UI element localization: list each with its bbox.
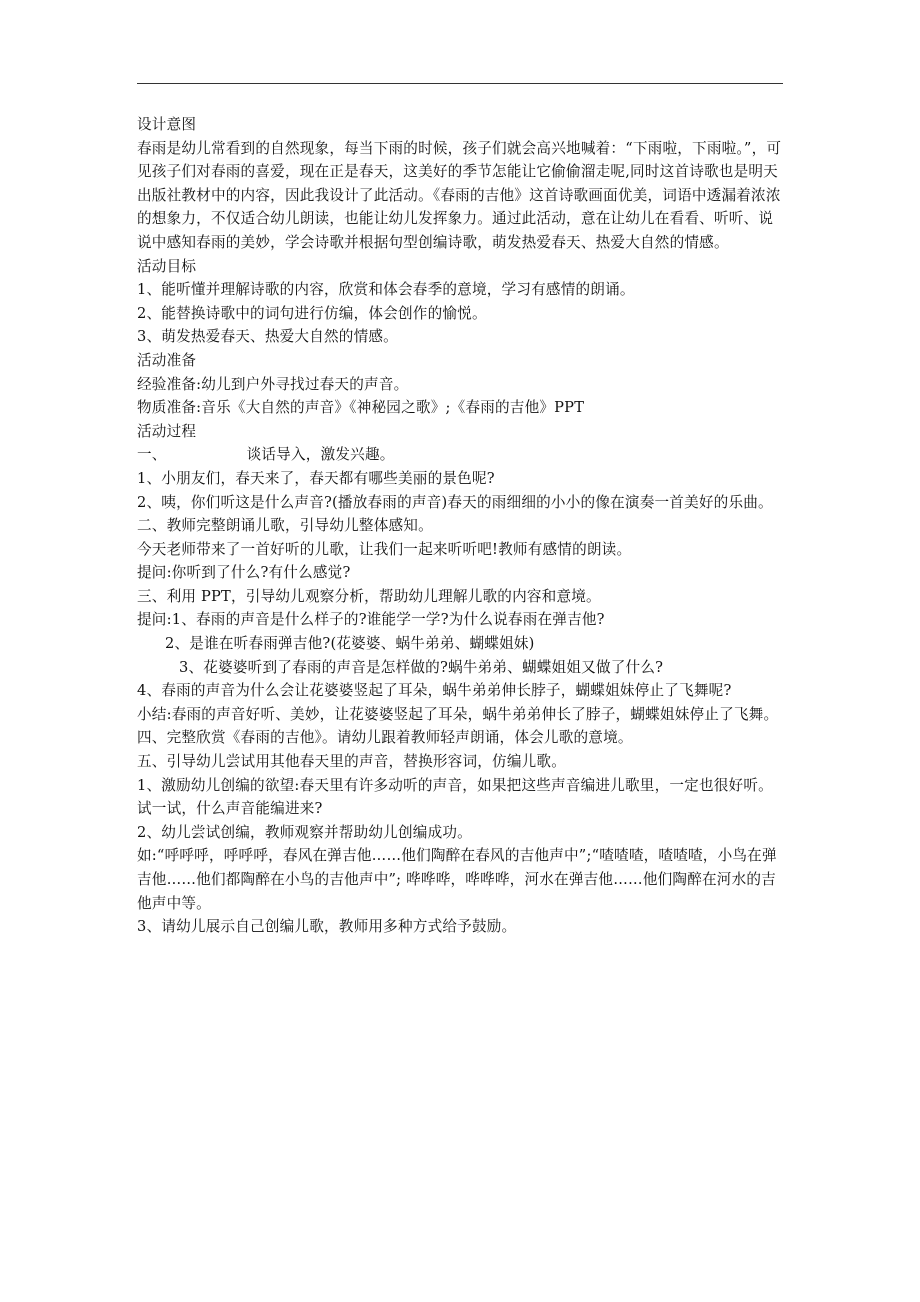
step3-question-3: 3、花婆婆听到了春雨的声音是怎样做的?蜗牛弟弟、蝴蝶姐姐又做了什么? (179, 658, 664, 676)
step5-example: 如:“呼呼呼，呼呼呼，春风在弹吉他……他们陶醉在春风的吉他声中”;“喳喳喳，喳喳喳，小鸟在弹吉他……他们都陶醉在小鸟的吉他声中”; 哗哗哗，哗哗哗，河水在弹吉他……他们陶醉在河水的吉他声中等。 (137, 847, 777, 912)
step5-heading: 五、引导幼儿尝试用其他春天里的声音，替换形容词，仿编儿歌。 (137, 753, 567, 771)
design-paragraph: 春雨是幼儿常看到的自然现象，每当下雨的时候，孩子们就会高兴地喊着：“下雨啦，下雨啦。”，可见孩子们对春雨的喜爱，现在正是春天，这美好的季节怎能让它偷偷溜走呢,同时这首诗歌也是明天出版社教材中的内容，因此我设计了此活动。《春雨的吉他》这首诗歌画面优美，词语中透漏着浓浓的想象力，不仅适合幼儿朗读，也能让幼儿发挥象力。通过此活动，意在让幼儿在看看、听听、说说中感知春雨的美妙，学会诗歌并根据句型创编诗歌，萌发热爱春天、热爱大自然的情感。 (137, 139, 782, 251)
goal-item-3: 3、萌发热爱春天、热爱大自然的情感。 (137, 328, 398, 346)
step5-item-2: 2、幼儿尝试创编，教师观察并帮助幼儿创编成功。 (137, 823, 472, 841)
goal-item-1: 1、能听懂并理解诗歌的内容，欣赏和体会春季的意境，学习有感情的朗诵。 (137, 281, 635, 299)
step1-number: 一、 (137, 446, 167, 464)
section-heading-prep: 活动准备 (137, 351, 197, 369)
document-body (137, 113, 787, 939)
step2-question: 提问:你听到了什么?有什么感觉? (137, 564, 351, 582)
step3-question-4: 4、春雨的声音为什么会让花婆婆竖起了耳朵，蜗牛弟弟伸长脖子，蝴蝶姐妹停止了飞舞呢? (137, 682, 732, 700)
goal-item-2: 2、能替换诗歌中的词句进行仿编，体会创作的愉悦。 (137, 304, 487, 322)
step5-item-1: 1、激励幼儿创编的欲望:春天里有许多动听的声音，如果把这些声音编进儿歌里，一定也很好听。试一试，什么声音能编进来? (137, 776, 773, 818)
prep-experience: 经验准备:幼儿到户外寻找过春天的声音。 (137, 375, 409, 393)
step1-heading (137, 443, 787, 467)
section-heading-design: 设计意图 (137, 116, 197, 133)
step1-question-1: 1、小朋友们，春天来了，春天都有哪些美丽的景色呢? (137, 469, 495, 487)
step2-intro: 今天老师带来了一首好听的儿歌，让我们一起来听听吧!教师有感情的朗读。 (137, 540, 632, 558)
section-heading-process: 活动过程 (137, 422, 197, 440)
section-heading-goals: 活动目标 (137, 257, 197, 275)
header-rule (137, 83, 783, 84)
step1-text: 谈话导入，激发兴趣。 (246, 446, 395, 464)
step3-summary: 小结:春雨的声音好听、美妙，让花婆婆竖起了耳朵，蜗牛弟弟伸长了脖子，蝴蝶姐妹停止了飞舞。 (137, 705, 779, 723)
step1-question-2: 2、咦，你们听这是什么声音?(播放春雨的声音)春天的雨细细的小小的像在演奏一首美好的乐曲。 (137, 493, 773, 511)
step3-question-2: 2、是谁在听春雨弹吉他?(花婆婆、蜗牛弟弟、蝴蝶姐妹) (165, 635, 535, 653)
step5-item-3: 3、请幼儿展示自己创编儿歌，教师用多种方式给予鼓励。 (137, 918, 517, 936)
step3-heading: 三、利用 PPT，引导幼儿观察分析，帮助幼儿理解儿歌的内容和意境。 (137, 587, 601, 605)
step3-question-1: 提问:1、春雨的声音是什么样子的?谁能学一学?为什么说春雨在弹吉他? (137, 611, 605, 629)
prep-material: 物质准备:音乐《大自然的声音》《神秘园之歌》;《春雨的吉他》PPT (137, 399, 585, 417)
step2-heading: 二、教师完整朗诵儿歌，引导幼儿整体感知。 (137, 517, 433, 535)
step4-heading: 四、完整欣赏《春雨的吉他》。请幼儿跟着教师轻声朗诵，体会儿歌的意境。 (137, 729, 633, 747)
